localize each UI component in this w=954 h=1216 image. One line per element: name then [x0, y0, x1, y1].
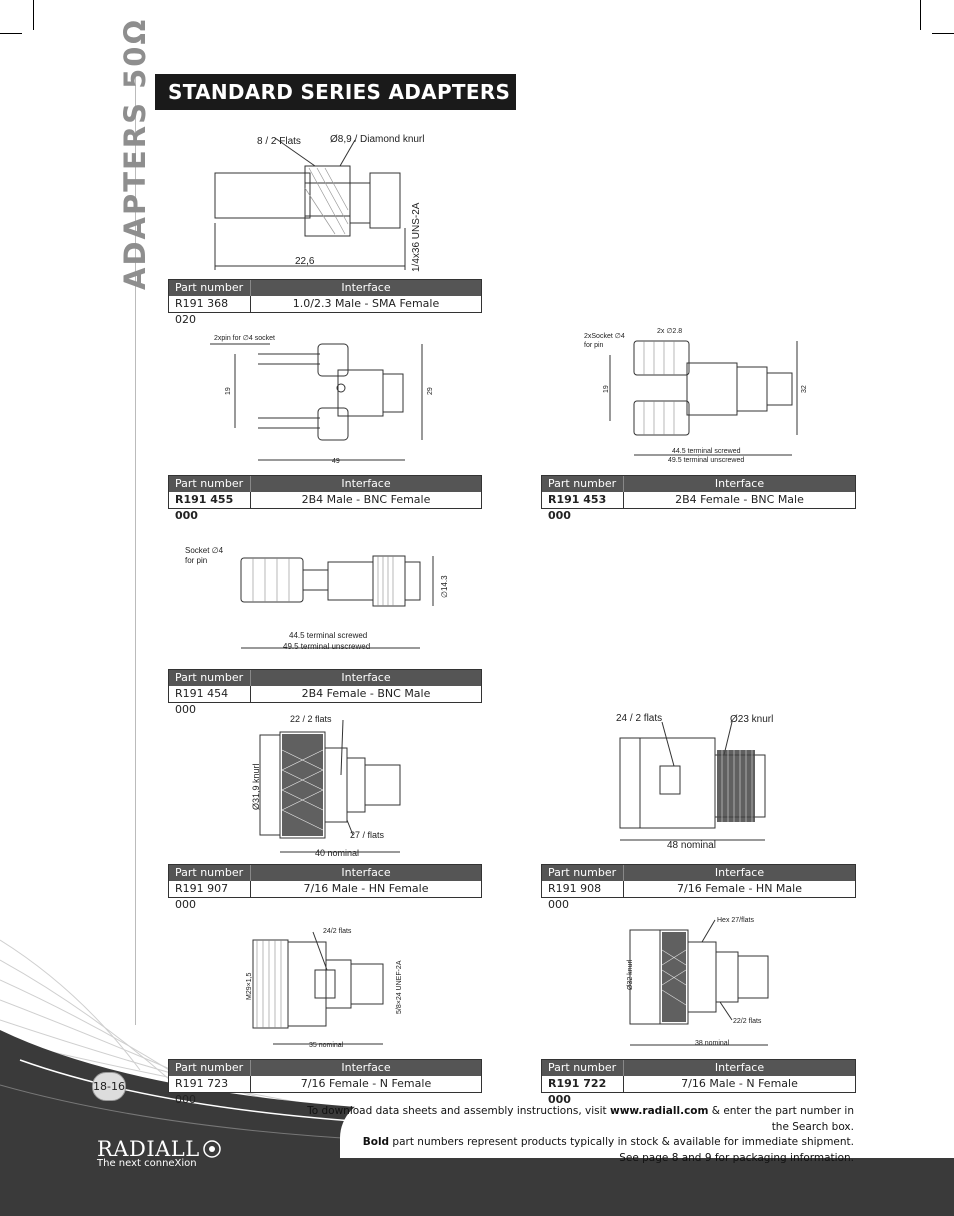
interface: 7/16 Female - N Female: [300, 1077, 432, 1090]
header-part: Part number: [542, 1060, 624, 1076]
side-title: ADAPTERS 50Ω: [118, 17, 152, 290]
part-number: R191 453 000: [542, 492, 624, 508]
drawing-r191368020: [205, 128, 450, 278]
header-part: Part number: [169, 670, 251, 686]
label: 19: [225, 387, 232, 395]
website-link[interactable]: www.radiall.com: [610, 1105, 709, 1117]
interface: 7/16 Male - N Female: [681, 1077, 798, 1090]
interface: 2B4 Female - BNC Male: [301, 687, 431, 700]
label: 1/4x36 UNS-2A: [411, 202, 422, 272]
drawing-r191907000: [245, 710, 415, 860]
product-table: [541, 475, 856, 522]
header-part: Part number: [169, 280, 251, 296]
part-number: R191 455 000: [169, 492, 251, 508]
header-part: Part number: [169, 865, 251, 881]
header-interface: Interface: [341, 671, 391, 684]
label: 19: [603, 385, 610, 393]
label: 44.5 terminal screwed: [672, 448, 741, 455]
footer-line-1: To download data sheets and assembly instructions, visit www.radiall.com & enter the part number in the Search box.: [307, 1105, 854, 1133]
product-table: [541, 864, 856, 911]
label: 5/8×24 UNEF-2A: [396, 960, 403, 1014]
label: 22,6: [295, 256, 315, 267]
drawing-r191722000: [620, 910, 790, 1050]
label: 44.5 terminal screwed: [289, 631, 368, 640]
label: Ø32 knurl: [627, 959, 634, 990]
header-interface: Interface: [341, 866, 391, 879]
label: 48 nominal: [667, 840, 716, 850]
label: for pin: [584, 342, 604, 349]
part-number: R191 907 000: [169, 881, 251, 897]
label: 2xSocket ∅4: [584, 333, 625, 340]
header-interface: Interface: [714, 1061, 765, 1074]
header-interface: Interface: [714, 866, 765, 879]
label: 49.5 terminal unscrewed: [668, 457, 745, 464]
label: 32: [801, 385, 808, 393]
label: for pin: [185, 556, 208, 565]
label: Ø8,9 / Diamond knurl: [330, 134, 425, 145]
part-number: R191 722 000: [542, 1076, 624, 1092]
part-number: R191 908 000: [542, 881, 624, 897]
label: 40 nominal: [315, 848, 360, 858]
crop-mark: [932, 33, 954, 34]
footer-notes: [294, 1104, 854, 1166]
label: 24 / 2 flats: [616, 713, 663, 724]
label: 38 nominal: [695, 1040, 730, 1047]
header-interface: Interface: [714, 477, 765, 490]
interface: 1.0/2.3 Male - SMA Female: [292, 297, 440, 310]
crop-mark: [33, 0, 34, 30]
interface: 2B4 Female - BNC Male: [675, 493, 804, 506]
drawing-r191455000: [210, 330, 440, 465]
label: Hex 27/flats: [717, 917, 754, 924]
product-table: [168, 864, 482, 911]
header-part: Part number: [542, 476, 624, 492]
label: 27 / flats: [350, 830, 385, 840]
interface: 7/16 Female - HN Male: [677, 882, 802, 895]
label: 29: [427, 387, 434, 395]
label: 49.5 terminal unscrewed: [283, 642, 371, 651]
interface: 7/16 Male - HN Female: [303, 882, 429, 895]
logo-tagline: The next conneXion: [97, 1158, 197, 1169]
logo-name: RADIALL: [97, 1137, 200, 1161]
drawing-r191454000: [183, 540, 453, 655]
logo-emblem-icon: [202, 1139, 222, 1159]
part-number: R191 454 000: [169, 686, 251, 702]
product-table: [541, 1059, 856, 1106]
product-table: [168, 1059, 482, 1106]
header-interface: Interface: [341, 1061, 391, 1074]
crop-mark: [920, 0, 921, 30]
label: 35 nominal: [309, 1042, 344, 1049]
part-number: R191 723 000: [169, 1076, 251, 1092]
label: 22/2 flats: [733, 1018, 762, 1025]
drawing-r191453000: [582, 325, 812, 465]
header-part: Part number: [542, 865, 624, 881]
label: ∅14.3: [440, 575, 449, 598]
drawing-r191723000: [243, 922, 408, 1050]
label: Socket ∅4: [185, 546, 224, 555]
header-interface: Interface: [341, 477, 391, 490]
label: Ø31,9 knurl: [251, 763, 261, 810]
label: 2xpin for ∅4 socket: [214, 335, 275, 342]
label: 22 / 2 flats: [290, 714, 332, 724]
radiall-logo: [97, 1137, 222, 1169]
drawing-r191908000: [612, 710, 787, 850]
footer-line-2: Bold part numbers represent products typically in stock & available for immediate shipment.: [362, 1136, 854, 1148]
header-interface: Interface: [341, 281, 391, 294]
part-number: R191 368 020: [169, 296, 251, 312]
footer-line-3: See page 8 and 9 for packaging information.: [619, 1151, 854, 1164]
label: 8 / 2 Flats: [257, 136, 301, 147]
product-table: [168, 669, 482, 716]
section-header: STANDARD SERIES ADAPTERS: [155, 74, 516, 110]
interface: 2B4 Male - BNC Female: [301, 493, 431, 506]
label: 49: [332, 458, 340, 465]
label: 2x ∅2.8: [657, 328, 683, 335]
crop-mark: [0, 33, 22, 34]
product-table: [168, 279, 482, 326]
label: M29×1,5: [246, 972, 253, 1000]
page-number: 18-16: [92, 1072, 126, 1101]
label: 24/2 flats: [323, 928, 352, 935]
header-part: Part number: [169, 476, 251, 492]
label: Ø23 knurl: [730, 714, 774, 725]
header-part: Part number: [169, 1060, 251, 1076]
product-table: [168, 475, 482, 522]
